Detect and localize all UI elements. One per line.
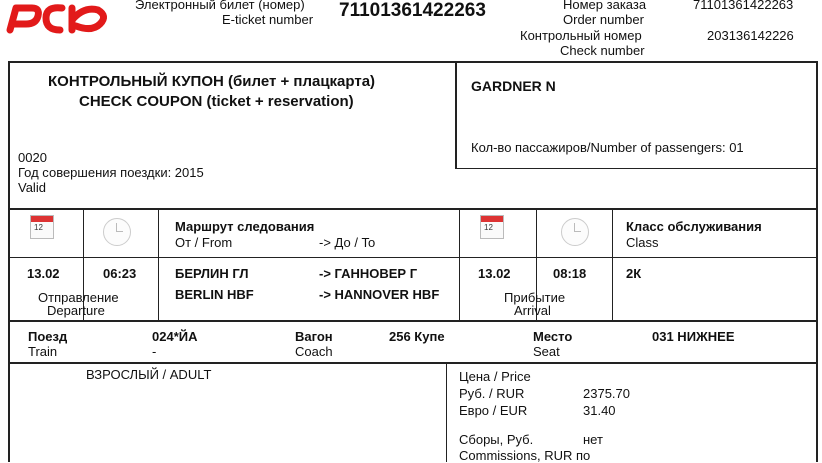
fees-value: нет	[583, 432, 603, 447]
arrival-date: 13.02	[478, 266, 511, 281]
eur-label: Евро / EUR	[459, 403, 528, 418]
departure-time: 06:23	[103, 266, 137, 281]
order-number: 71101361422263	[693, 0, 794, 12]
seat-value: 031 НИЖНЕЕ	[652, 329, 735, 344]
border-right	[816, 61, 818, 462]
coach-label-ru: Вагон	[295, 329, 333, 344]
class-label-en: Class	[626, 235, 659, 250]
clock-icon	[103, 218, 131, 246]
valid-label: Valid	[18, 180, 46, 195]
check-label-ru: Контрольный номер	[520, 28, 642, 43]
trip-year: Год совершения поездки: 2015	[18, 165, 204, 180]
to-station-ru: -> ГАННОВЕР Г	[319, 266, 418, 281]
coach-label-en: Coach	[295, 344, 333, 359]
check-label-en: Check number	[560, 43, 645, 58]
calendar-icon	[30, 215, 54, 239]
calendar-icon	[480, 215, 504, 239]
order-label-en: Order number	[563, 12, 644, 27]
eur-value: 31.40	[583, 403, 616, 418]
clock-icon	[561, 218, 589, 246]
route-top	[8, 208, 818, 210]
from-label: От / From	[175, 235, 233, 250]
departure-label-ru: Отправление	[38, 290, 119, 305]
calendar-day: 12	[484, 223, 493, 232]
rzd-logo	[2, 0, 114, 38]
train-value: 024*ЙА	[152, 329, 198, 344]
train-label-en: Train	[28, 344, 58, 359]
train-dash: -	[152, 344, 157, 359]
fees-label: Сборы, Руб.	[459, 432, 534, 447]
train-bottom	[8, 362, 818, 364]
passenger-count: Кол-во пассажиров/Number of passengers: 01	[471, 140, 744, 155]
order-label-ru: Номер заказа	[563, 0, 647, 12]
passenger-name: GARDNER N	[471, 78, 556, 94]
coupon-title-en: CHECK COUPON (ticket + reservation)	[79, 93, 354, 110]
arrival-label-en: Arrival	[514, 303, 551, 318]
to-label: -> До / To	[319, 235, 376, 250]
class-value: 2К	[626, 266, 642, 281]
train-label-ru: Поезд	[28, 329, 68, 344]
eticket-label-ru: Электронный билет (номер)	[135, 0, 305, 12]
coach-value: 256 Купе	[389, 329, 445, 344]
from-station-ru: БЕРЛИН ГЛ	[175, 266, 249, 281]
div-fare	[446, 363, 447, 462]
rub-value: 2375.70	[583, 386, 630, 401]
coupon-code: 0020	[18, 150, 47, 165]
class-label-ru: Класс обслуживания	[626, 219, 762, 234]
commissions-label: Commissions, RUR по	[459, 448, 591, 463]
check-number: 203136142226	[707, 28, 794, 43]
div-5	[612, 209, 613, 321]
to-station-en: -> HANNOVER HBF	[319, 287, 440, 302]
route-bottom	[8, 320, 818, 322]
eticket-label-en: E-ticket number	[222, 12, 314, 27]
arrival-label-ru: Прибытие	[504, 290, 566, 305]
from-station-en: BERLIN HBF	[175, 287, 254, 302]
route-mid	[8, 257, 818, 258]
divider-passenger	[455, 61, 457, 169]
departure-date: 13.02	[27, 266, 60, 281]
arrival-time: 08:18	[553, 266, 587, 281]
passenger-box-bottom	[455, 168, 817, 169]
eticket-number: 71101361422263	[339, 0, 486, 21]
border-top	[8, 61, 818, 63]
div-2	[158, 209, 159, 321]
calendar-day: 12	[34, 223, 43, 232]
seat-label-en: Seat	[533, 344, 560, 359]
price-label: Цена / Price	[459, 369, 531, 384]
route-label: Маршрут следования	[175, 219, 315, 234]
rub-label: Руб. / RUR	[459, 386, 525, 401]
coupon-title-ru: КОНТРОЛЬНЫЙ КУПОН (билет + плацкарта)	[48, 73, 376, 90]
departure-label-en: Departure	[47, 303, 105, 318]
div-3	[459, 209, 460, 321]
passenger-type: ВЗРОСЛЫЙ / ADULT	[86, 367, 212, 382]
border-left	[8, 61, 10, 462]
seat-label-ru: Место	[533, 329, 573, 344]
